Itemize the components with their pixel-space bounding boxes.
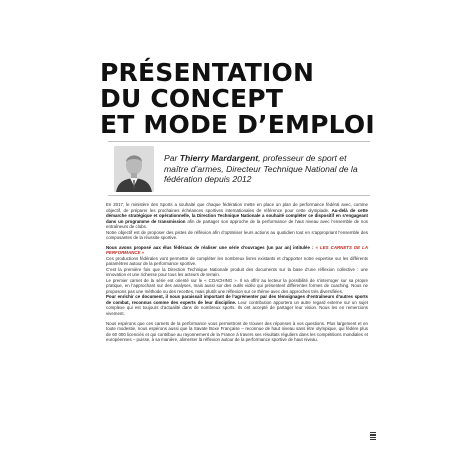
- title-line-3: ET MODE D’EMPLOI: [100, 110, 375, 139]
- page-marker-icon: [370, 432, 376, 442]
- p5-text: C’est la première fois que la Direction Technique Nationale produit des documents sur la base d’une réflexion collective : une innovation et une richesse pour tous les acteurs de terrain.: [106, 266, 368, 278]
- p1-text: En 2017, le ministère des Sports a souhaité que chaque fédération mette en place un plan de performance fédéral avec, comme objectif, de préparer les prochaines échéances sportives internationales de référence pour cette olympiade.: [106, 202, 368, 213]
- page-title: [100, 60, 440, 138]
- author-byline: [164, 153, 364, 185]
- author-portrait-photo: [114, 146, 154, 192]
- paragraph-1: [106, 202, 368, 241]
- p8-text: Nous espérons que ces carnets de la performance vous permettront de trouver des réponses à vos questions. Plus largement et en toute modestie, nous espérons aussi que la Savate Boxe Française – reconnue de haut niveau sans être olympique, qui fédère plus de 60 000 licenciés et qui contribue au rayonnement de la France à travers ses résultats réguliers dans les compétitions mondiales et européennes – puisse, à sa manière, alimenter la réflexion autour de la performance sportive de haut niveau.: [106, 320, 368, 343]
- author-name: Thierry Mardargent: [179, 153, 259, 163]
- p7-bold: Pour enrichir ce document, il nous paraissait important de l’agrémenter par des témoignages d’entraîneurs d’autres sports de combat, reconnus comme des experts de leur discipline.: [106, 294, 368, 305]
- paragraph-8: [106, 321, 368, 343]
- title-line-2: DU CONCEPT: [100, 84, 284, 113]
- top-divider: [108, 141, 370, 142]
- paragraph-3: [106, 245, 368, 317]
- series-title: « LES CARNETS DE LA PERFORMANCE »: [106, 244, 368, 256]
- bottom-divider: [108, 195, 370, 196]
- byline-prefix: Par: [164, 153, 180, 163]
- article-body: [106, 202, 368, 347]
- p1-tail: afin de partager son approche de la performance de haut niveau avec l’ensemble de nos entraîneurs de clubs.: [106, 218, 368, 229]
- p3-bold: Nous avons proposé aux élus fédéraux de réaliser une série d’ouvrages (un par an) intitulée :: [106, 244, 316, 250]
- p1-bold: Au-delà de cette démarche stratégique et opérationnelle, la Direction Technique Nationale a souhaité compléter ce dispositif en s’engageant dans un programme de transmission: [106, 207, 368, 224]
- p7-tail: Leur contribution apportera un autre regard externe sur un sujet complexe qui est toujours d’actualité dans de nombreux sports. Ils ont accepté de partager leur vision. Nous les en remercions vivement.: [106, 299, 368, 316]
- p6-text: Le premier carnet de la série est orienté sur le « COACHING ». Il va offrir au lecteur la possibilité de s’interroger sur sa propre pratique, en l’approchant sur des analyses, mais aussi sur des outils vidéo qui présentent différentes formes de coaching. Nous ne proposons pas une méthode ou des recettes, mais plutôt une réflexion sur ce thème avec des approches très diversifiées.: [106, 277, 368, 294]
- author-description: , professeur de sport et maître d’armes, Directeur Technique National de la fédération depuis 2012: [164, 153, 358, 184]
- title-line-1: PRÉSENTATION: [100, 58, 315, 87]
- p4-text: Ces productions fédérales vont permettre de compléter les nombreux livres existants et d’apporter notre expertise sur les différents paramètres autour de la performance sportive.: [106, 255, 368, 267]
- p2-text: Notre objectif est de proposer des pistes de réflexion afin d’optimiser leurs actions au quotidien tout en s’appropriant l’ensemble des composantes de la réussite sportive.: [106, 229, 368, 240]
